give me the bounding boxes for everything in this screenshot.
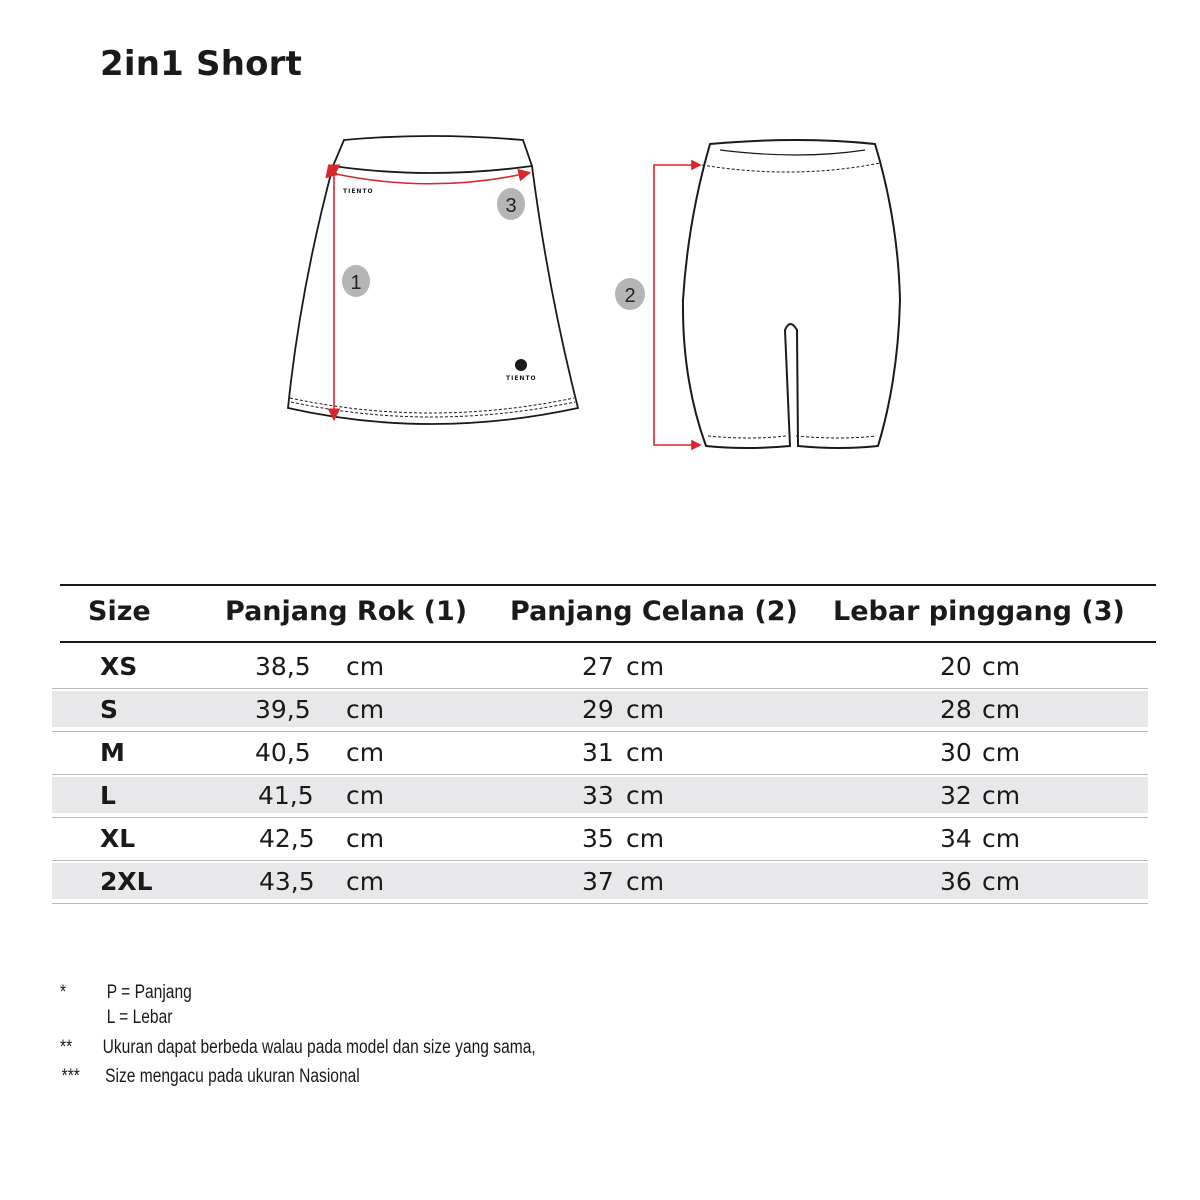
size-cell: L <box>100 781 116 810</box>
footnote-mark: ** <box>60 1037 73 1058</box>
footnote-mark: *** <box>61 1066 80 1087</box>
size-cell: XS <box>100 652 138 681</box>
table-row <box>52 775 1148 818</box>
rok-value: 39,5 <box>255 695 311 724</box>
header-lebar-pinggang: Lebar pinggang (3) <box>833 596 1125 627</box>
skirt-brand-top: TIENTO <box>343 188 374 195</box>
pinggang-value: 30 <box>940 738 972 767</box>
celana-value: 31 <box>582 738 614 767</box>
rok-value: 41,5 <box>258 781 314 810</box>
pinggang-unit: cm <box>982 781 1021 810</box>
footnote-mark: * <box>60 982 67 1003</box>
celana-value: 29 <box>582 695 614 724</box>
footnote-text: P = Panjang <box>106 982 192 1003</box>
table-row <box>52 861 1148 904</box>
celana-unit: cm <box>626 695 665 724</box>
celana-unit: cm <box>626 867 665 896</box>
rok-unit: cm <box>346 824 385 853</box>
celana-unit: cm <box>626 738 665 767</box>
footnote-text: L = Lebar <box>106 1007 173 1028</box>
rok-unit: cm <box>346 867 385 896</box>
table-header-rule <box>60 641 1156 643</box>
pinggang-value: 28 <box>940 695 972 724</box>
table-row <box>52 732 1148 775</box>
svg-text:2: 2 <box>624 285 636 307</box>
rok-value: 43,5 <box>259 867 315 896</box>
brand-logo-icon <box>515 359 527 371</box>
size-cell: M <box>100 738 125 767</box>
pinggang-value: 36 <box>940 867 972 896</box>
pinggang-value: 20 <box>940 652 972 681</box>
celana-value: 37 <box>582 867 614 896</box>
skirt-brand-bottom: TIENTO <box>506 375 537 382</box>
table-row <box>52 646 1148 689</box>
rok-value: 42,5 <box>259 824 315 853</box>
size-cell: 2XL <box>100 867 153 896</box>
footnote-text: Size mengacu pada ukuran Nasional <box>105 1066 360 1087</box>
header-panjang-celana: Panjang Celana (2) <box>510 596 798 627</box>
pinggang-unit: cm <box>982 738 1021 767</box>
celana-value: 35 <box>582 824 614 853</box>
celana-value: 33 <box>582 781 614 810</box>
table-row <box>52 689 1148 732</box>
pinggang-unit: cm <box>982 824 1021 853</box>
pinggang-value: 32 <box>940 781 972 810</box>
celana-unit: cm <box>626 781 665 810</box>
header-panjang-rok: Panjang Rok (1) <box>225 596 468 627</box>
garment-illustration <box>0 0 1200 520</box>
celana-unit: cm <box>626 824 665 853</box>
celana-unit: cm <box>626 652 665 681</box>
pinggang-value: 34 <box>940 824 972 853</box>
rok-unit: cm <box>346 781 385 810</box>
pinggang-unit: cm <box>982 652 1021 681</box>
rok-unit: cm <box>346 695 385 724</box>
rok-value: 40,5 <box>255 738 311 767</box>
size-cell: S <box>100 695 119 724</box>
rok-value: 38,5 <box>255 652 311 681</box>
celana-value: 27 <box>582 652 614 681</box>
header-size: Size <box>88 596 151 627</box>
table-top-rule <box>60 584 1156 586</box>
size-cell: XL <box>100 824 136 853</box>
pinggang-unit: cm <box>982 867 1021 896</box>
rok-unit: cm <box>346 652 385 681</box>
pinggang-unit: cm <box>982 695 1021 724</box>
page-title: 2in1 Short <box>100 44 303 84</box>
rok-unit: cm <box>346 738 385 767</box>
svg-text:3: 3 <box>505 195 517 217</box>
table-row <box>52 818 1148 861</box>
footnote-text: Ukuran dapat berbeda walau pada model dan size yang sama, <box>102 1037 536 1058</box>
shorts-drawing <box>683 140 900 448</box>
svg-text:1: 1 <box>350 272 362 294</box>
